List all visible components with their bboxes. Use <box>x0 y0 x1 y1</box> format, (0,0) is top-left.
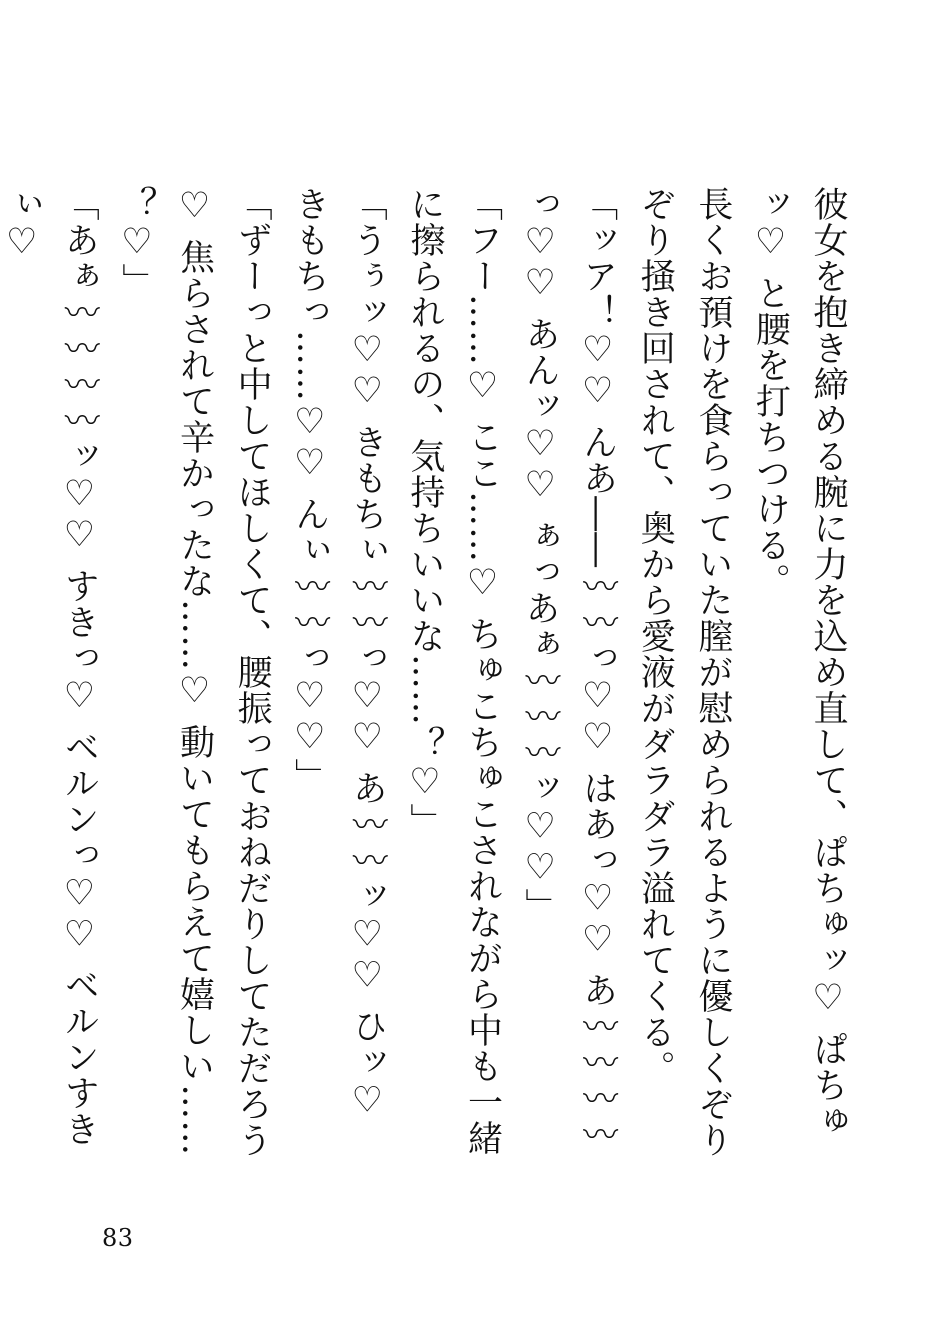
paragraph-2: 長くお預けを食らっていた膣が慰められるように優しくぞりぞり掻き回されて、奥から愛液がダラダラ溢れてくる。 <box>635 186 733 1158</box>
paragraph-7: 「あぁ〰〰〰〰ッ♡♡ すきっ♡ ベルンっ♡♡ ベルンすきぃ♡ <box>1 186 100 1148</box>
page-number: 83 <box>102 1224 134 1252</box>
paragraph-1: 彼女を抱き締める腕に力を込め直して、ぱちゅッ♡ ぱちゅッ♡ と腰を打ちつける。 <box>750 186 848 1140</box>
vertical-text-block <box>0 186 856 1166</box>
paragraph-5: 「うぅッ♡♡ きもちぃ〰〰っ♡♡ あ〰〰ッ♡♡ ひッ♡ きもちっ……♡♡ んぃ〰〰っ♡♡」 <box>289 186 388 1122</box>
paragraph-3: 「ッア！♡♡ んあ――〰〰っ♡♡ はあっ♡♡ あ〰〰〰〰っ♡♡ あんッ♡♡ ぁっあぁ〰〰〰ッ♡♡」 <box>520 186 618 1153</box>
paragraph-6: 「ずーっと中してほしくて、腰振っておねだりしてただろう♡ 焦らされて辛かったな……♡ 動いてもらえて嬉しい……？♡」 <box>116 186 273 1158</box>
paragraph-4: 「フー……♡ ここ……♡ ちゅこちゅこされながら中も一緒に擦られるの、気持ちいいな……？♡」 <box>404 186 503 1157</box>
